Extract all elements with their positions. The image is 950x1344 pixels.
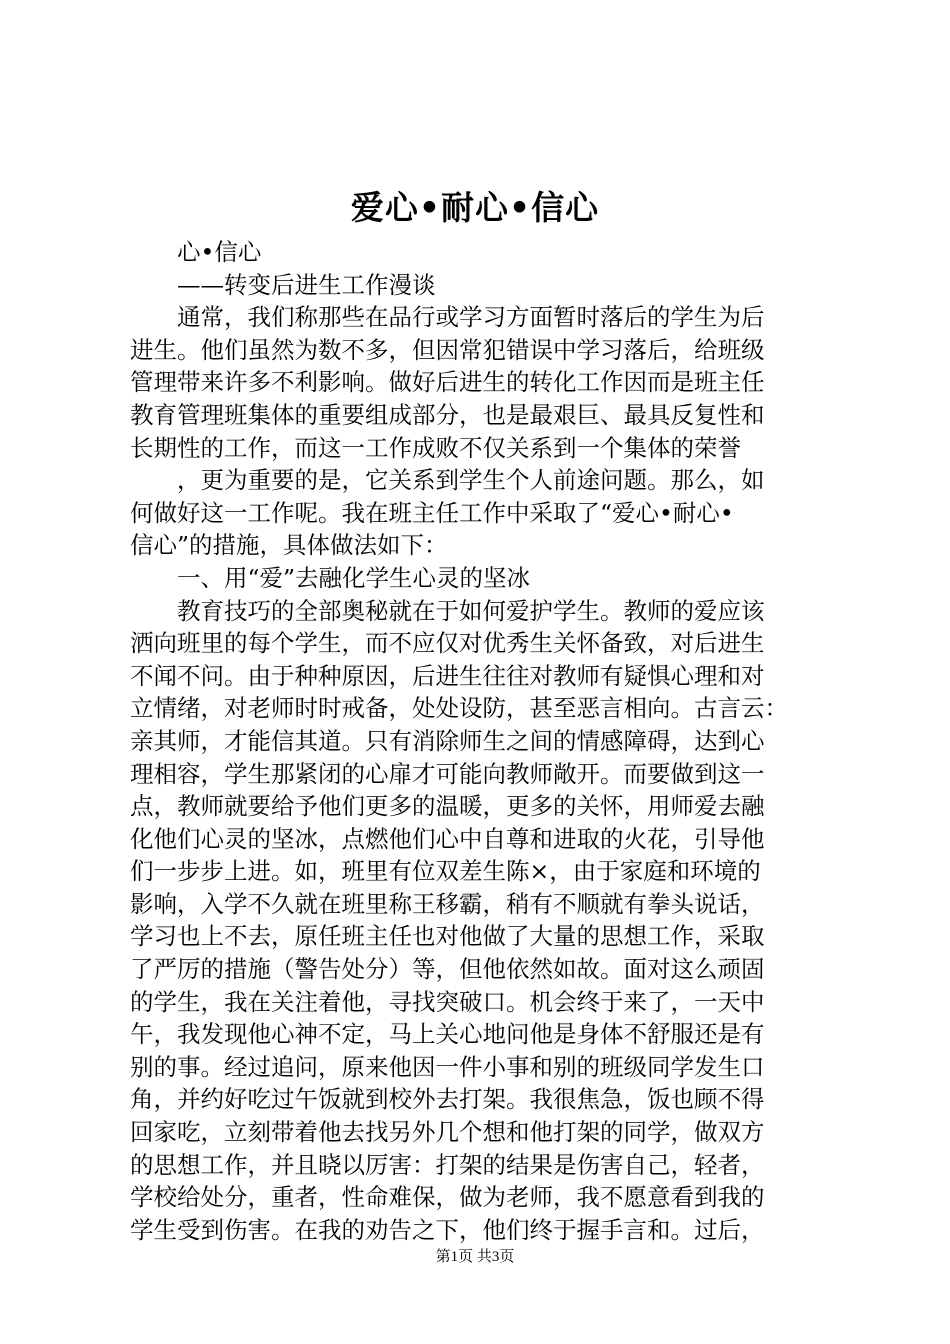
text-line: 角，并约好吃过午饭就到校外去打架。我很焦急，饭也顾不得 (130, 1085, 765, 1114)
text-line: 不闻不问。由于种种原因，后进生往往对教师有疑惧心理和对 (130, 661, 765, 690)
text-line: 回家吃，立刻带着他去找另外几个想和他打架的同学，做双方 (130, 1118, 765, 1147)
text-line: 学生受到伤害。在我的劝告之下，他们终于握手言和。过后， (130, 1215, 765, 1244)
text-line: 何做好这一工作呢。我在班主任工作中采取了“爱心•耐心• (130, 498, 734, 527)
text-line: 亲其师，才能信其道。只有消除师生之间的情感障碍，达到心 (130, 726, 765, 755)
text-line: 化他们心灵的坚冰，点燃他们心中自尊和进取的火花，引导他 (130, 824, 765, 853)
text-line: 学校给处分，重者，性命难保，做为老师，我不愿意看到我的 (130, 1183, 765, 1212)
text-line: 教育技巧的全部奥秘就在于如何爱护学生。教师的爱应该 (130, 596, 765, 625)
page-footer: 第1页 共3页 (435, 1249, 515, 1265)
text-line: 洒向班里的每个学生，而不应仅对优秀生关怀备致，对后进生 (130, 629, 765, 658)
text-line: 学习也上不去，原任班主任也对他做了大量的思想工作，采取 (130, 922, 765, 951)
text-line: 点，教师就要给予他们更多的温暖，更多的关怀，用师爱去融 (130, 792, 765, 821)
text-line: 信心”的措施，具体做法如下： (130, 531, 448, 560)
text-line: ，更为重要的是，它关系到学生个人前途问题。那么，如 (130, 466, 765, 495)
text-line: 了严厉的措施（警告处分）等，但他依然如故。面对这么顽固 (130, 955, 765, 984)
text-line: 管理带来许多不利影响。做好后进生的转化工作因而是班主任 (130, 368, 765, 397)
text-line: 理相容，学生那紧闭的心扉才可能向教师敞开。而要做到这一 (130, 759, 765, 788)
text-line: 长期性的工作，而这一工作成败不仅关系到一个集体的荣誉 (130, 433, 741, 462)
text-line: 别的事。经过追问，原来他因一件小事和别的班级同学发生口 (130, 1052, 765, 1081)
text-line: 心•信心 (130, 238, 262, 266)
text-line: 影响，入学不久就在班里称王移霸，稍有不顺就有拳头说话， (130, 889, 765, 918)
text-line: 的学生，我在关注着他，寻找突破口。机会终于来了，一天中 (130, 987, 765, 1016)
text-line: ——转变后进生工作漫谈 (130, 270, 436, 299)
text-line: 午，我发现他心神不定，马上关心地问他是身体不舒服还是有 (130, 1020, 765, 1049)
text-line: 们一步步上进。如，班里有位双差生陈×，由于家庭和环境的 (130, 857, 761, 886)
text-line: 一、用“爱”去融化学生心灵的坚冰 (130, 563, 531, 592)
document-title: 爱心•耐心•信心 (350, 188, 600, 227)
text-line: 通常，我们称那些在品行或学习方面暂时落后的学生为后 (130, 303, 765, 332)
text-line: 进生。他们虽然为数不多，但因常犯错误中学习落后，给班级 (130, 335, 765, 364)
text-line: 教育管理班集体的重要组成部分，也是最艰巨、最具反复性和 (130, 400, 765, 429)
document-body (130, 236, 830, 1246)
text-line: 立情绪，对老师时时戒备，处处设防，甚至恶言相向。古言云： (130, 694, 788, 723)
text-line: 的思想工作，并且晓以厉害：打架的结果是伤害自己，轻者， (130, 1150, 765, 1179)
